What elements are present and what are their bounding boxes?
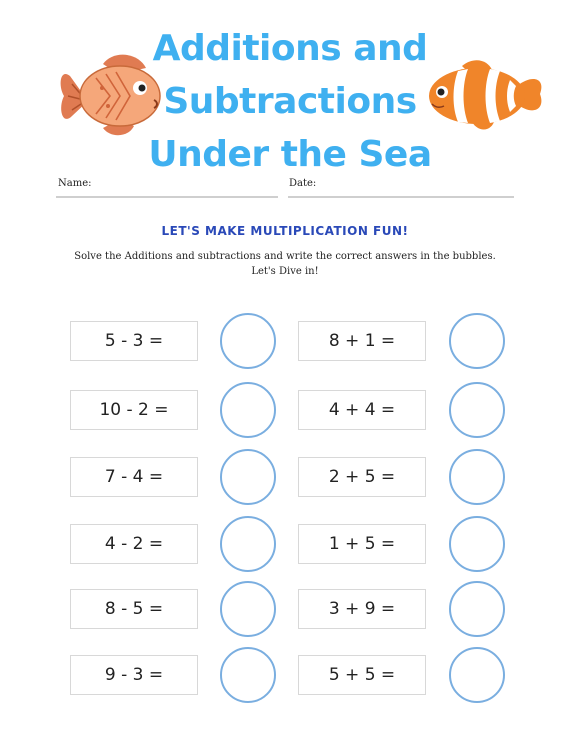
answer-bubble[interactable] [449,581,505,637]
answer-bubble[interactable] [220,516,276,572]
answer-bubble[interactable] [449,382,505,438]
worksheet-title [140,22,440,181]
problem-box: 5 + 5 = [298,655,426,695]
subheading: LET'S MAKE MULTIPLICATION FUN! [161,224,409,238]
instructions: Solve the Additions and subtractions and write the correct answers in the bubbles. Let's Dive in! [74,251,496,277]
problem-box: 1 + 5 = [298,524,426,564]
date-label: Date: [289,178,317,189]
problem-box: 8 - 5 = [70,589,198,629]
problem-box: 3 + 9 = [298,589,426,629]
answer-bubble[interactable] [449,516,505,572]
date-field-line[interactable] [288,196,514,198]
answer-bubble[interactable] [220,313,276,369]
answer-bubble[interactable] [449,313,505,369]
tropical-fish-icon [58,46,163,141]
answer-bubble[interactable] [220,581,276,637]
answer-bubble[interactable] [449,647,505,703]
name-field-line[interactable] [56,196,278,198]
name-label: Name: [58,178,92,189]
problem-box: 10 - 2 = [70,390,198,430]
problem-box: 4 + 4 = [298,390,426,430]
problem-box: 9 - 3 = [70,655,198,695]
answer-bubble[interactable] [220,449,276,505]
answer-bubble[interactable] [220,647,276,703]
answer-bubble[interactable] [449,449,505,505]
problem-box: 8 + 1 = [298,321,426,361]
title-line-3: Under the Sea [148,134,432,175]
problem-box: 7 - 4 = [70,457,198,497]
problem-box: 2 + 5 = [298,457,426,497]
problem-box: 5 - 3 = [70,321,198,361]
problem-box: 4 - 2 = [70,524,198,564]
title-line-2: Subtractions [163,81,417,122]
clownfish-icon [422,56,547,136]
title-line-1: Additions and [152,28,428,69]
answer-bubble[interactable] [220,382,276,438]
